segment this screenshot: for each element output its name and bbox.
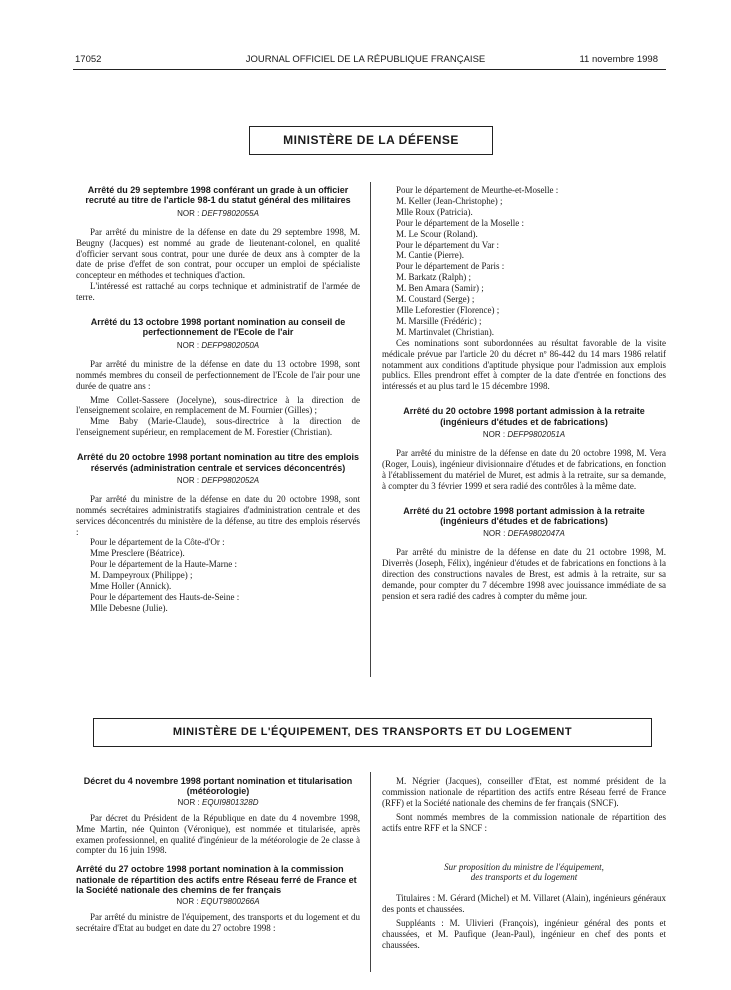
issue-date: 11 novembre 1998	[579, 54, 658, 65]
nor-reference: NOR : DEFT9802055A	[177, 208, 259, 218]
list-line: Pour le département de la Moselle :	[396, 217, 524, 228]
list-line: Mlle Roux (Patricia).	[396, 206, 473, 217]
decree-paragraph: Par décret du Président de la République en date du 4 novembre 1998, Mme Martin, née Quinton (Véronique), est nommée et titularisée, après examen professionnel, en qualité d'ingénieur de la météorologie de 2e classe à compter du 16 juin 1998.	[76, 812, 360, 856]
list-line: M. Marsille (Frédéric) ;	[396, 315, 482, 326]
decree-paragraph: Par arrêté du ministre de l'équipement, des transports et du logement et du secrétaire d'Etat au budget en date du 27 octobre 1998 :	[76, 912, 360, 934]
decree-article-continued	[382, 185, 666, 392]
list-line: Pour le département des Hauts-de-Seine :	[90, 592, 240, 602]
list-line: Pour le département de la Haute-Marne :	[90, 559, 237, 570]
nor-reference: NOR : DEFP9802051A	[482, 430, 566, 440]
ministry-defense-heading: MINISTÈRE DE LA DÉFENSE	[249, 126, 493, 155]
journal-title: JOURNAL OFFICIEL DE LA RÉPUBLIQUE FRANÇAISE	[245, 54, 486, 65]
decree-title: Arrêté du 29 septembre 1998 conférant un grade à un officier recruté au titre de l'article 98-1 du statut général des militaires	[85, 185, 351, 206]
decree-article	[382, 506, 666, 602]
list-line: M. Ben Amara (Samir) ;	[396, 283, 484, 294]
defense-left-column	[76, 185, 360, 614]
decree-title: Décret du 4 novembre 1998 portant nomination et titularisation (météorologie)	[83, 776, 353, 797]
list-line: Pour le département de Meurthe-et-Moselle :	[396, 185, 559, 195]
decree-paragraph: L'intéressé est rattaché au corps technique et administratif de l'armée de terre.	[76, 281, 360, 303]
decree-article	[382, 406, 666, 491]
decree-paragraph: Mme Collet-Sassere (Jocelyne), sous-directrice à la direction de l'enseignement scolaire, en remplacement de M. Fournier (Gilles) ;	[76, 394, 360, 416]
nor-reference: NOR : DEFP9802050A	[176, 340, 260, 350]
nor-reference: NOR : EQUT9800266A	[176, 896, 260, 906]
list-line: Mlle Leforestier (Florence) ;	[396, 304, 500, 315]
decree-article	[76, 776, 360, 856]
page-number: 17052	[75, 54, 102, 65]
decree-paragraph: Ces nominations sont subordonnées au résultat favorable de la visite médicale prévue par l'article 20 du décret nº 86-442 du 14 mars 1986 relatif notamment aux conditions d'aptitude physique pour l'admission aux emplois publics. Elles prendront effet à compter de la date d'entrée en fonctions des intéressés et au plus tard le 15 décembre 1998.	[382, 337, 666, 392]
decree-paragraph: Par arrêté du ministre de la défense en date du 13 octobre 1998, sont nommés membres du conseil de perfectionnement de l'Ecole de l'air pour une durée de quatre ans :	[76, 358, 360, 391]
list-line: M. Dampeyroux (Philippe) ;	[90, 570, 193, 581]
list-line: M. Keller (Jean-Christophe) ;	[396, 195, 503, 206]
decree-title: Arrêté du 20 octobre 1998 portant nomination au titre des emplois réservés (administration centrale et services déconcentrés)	[76, 452, 360, 473]
equipement-left-column	[76, 776, 360, 934]
decree-title: Arrêté du 27 octobre 1998 portant nomination à la commission nationale de répartition des actifs entre Réseau ferré de France et la Société nationale des chemins de fer français	[76, 864, 357, 896]
equipement-right-column	[382, 776, 666, 951]
nor-reference: NOR : DEFA9802047A	[483, 529, 565, 539]
list-line: M. Barkatz (Ralph) ;	[396, 272, 471, 283]
list-line: M. Martinvalet (Christian).	[396, 326, 494, 337]
ministry-equipement-heading: MINISTÈRE DE L'ÉQUIPEMENT, DES TRANSPORTS ET DU LOGEMENT	[93, 718, 652, 747]
decree-paragraph: Mme Baby (Marie-Claude), sous-directrice à la direction de l'enseignement supérieur, en remplacement de M. Forestier (Christian).	[76, 416, 360, 438]
decree-paragraph: Par arrêté du ministre de la défense en date du 29 septembre 1998, M. Beugny (Jacques) est nommé au grade de lieutenant-colonel, en qualité d'officier servant sous contrat, pour une durée de deux ans à compter de la date de prise d'effet de son contrat, pour occuper un emploi de spécialiste concepteur en méthodes et techniques d'action.	[76, 226, 360, 281]
decree-article	[76, 317, 360, 438]
list-line: Mme Holler (Annick).	[90, 581, 172, 592]
proposal-heading: Sur proposition du ministre de l'équipement,	[444, 861, 604, 872]
list-line: Mme Presclere (Béatrice).	[90, 548, 185, 559]
header-rule	[73, 69, 666, 70]
list-line: Pour le département de Paris :	[396, 261, 505, 272]
decree-article	[76, 452, 360, 614]
decree-title: Arrêté du 13 octobre 1998 portant nomination au conseil de perfectionnement de l'Ecole de l'air	[90, 317, 346, 338]
list-line: M. Le Scour (Roland).	[396, 228, 478, 239]
decree-title: Arrêté du 20 octobre 1998 portant admission à la retraite (ingénieurs d'études et de fabrications)	[403, 406, 645, 427]
list-line: Pour le département du Var :	[396, 239, 500, 250]
proposal-heading: des transports et du logement	[470, 872, 578, 883]
defense-right-column	[382, 185, 666, 602]
column-divider	[370, 182, 371, 677]
list-line: Pour le département de la Côte-d'Or :	[90, 537, 225, 548]
decree-paragraph: Sont nommés membres de la commission nationale de répartition des actifs entre RFF et la SNCF :	[382, 811, 666, 833]
decree-paragraph: Par arrêté du ministre de la défense en date du 21 octobre 1998, M. Diverrès (Joseph, Félix), ingénieur d'études et de fabrications en fonctions à la direction des constructions navales de Brest, est admis à la retraite, sur sa demande, pour compter du 7 décembre 1998 avec jouissance immédiate de sa pension et sera radié des cadres à compter du même jour.	[382, 547, 666, 601]
list-line: M. Coustard (Serge) ;	[396, 294, 475, 305]
decree-paragraph: Par arrêté du ministre de la défense en date du 20 octobre 1998, M. Vera (Roger, Louis), ingénieur divisionnaire d'études et de fabrications, en fonction à l'établissement du matériel de Muret, est admis à la retraite, sur sa demande, à compter du 3 février 1999 et sera radié des contrôles à la même date.	[382, 447, 666, 491]
decree-paragraph: Suppléants : M. Ulivieri (François), ingénieur général des ponts et chaussées, et M. Paufique (Jean-Paul), ingénieur en chef des ponts et chaussées.	[382, 918, 666, 950]
decree-paragraph: M. Négrier (Jacques), conseiller d'Etat, est nommé président de la commission nationale de répartition des actifs entre Réseau ferré de France (RFF) et la Société nationale des chemins de fer français (SNCF).	[382, 776, 666, 808]
decree-title: Arrêté du 21 octobre 1998 portant admission à la retraite (ingénieurs d'études et de fabrications)	[403, 505, 645, 526]
decree-article	[76, 864, 360, 934]
column-divider	[370, 772, 371, 972]
nor-reference: NOR : EQUI9801328D	[177, 797, 259, 807]
decree-paragraph: Titulaires : M. Gérard (Michel) et M. Villaret (Alain), ingénieurs généraux des ponts et chaussées.	[382, 893, 666, 915]
decree-paragraph: Par arrêté du ministre de la défense en date du 20 octobre 1998, sont nommés secrétaires administratifs stagiaires d'administration centrale et des services déconcentrés du ministère de la défense, au titre des emplois réservés :	[76, 493, 360, 537]
list-line: M. Cantie (Pierre).	[396, 250, 464, 261]
nor-reference: NOR : DEFP9802052A	[176, 475, 260, 485]
decree-article	[76, 185, 360, 303]
list-line: Mlle Debesne (Julie).	[90, 602, 168, 613]
